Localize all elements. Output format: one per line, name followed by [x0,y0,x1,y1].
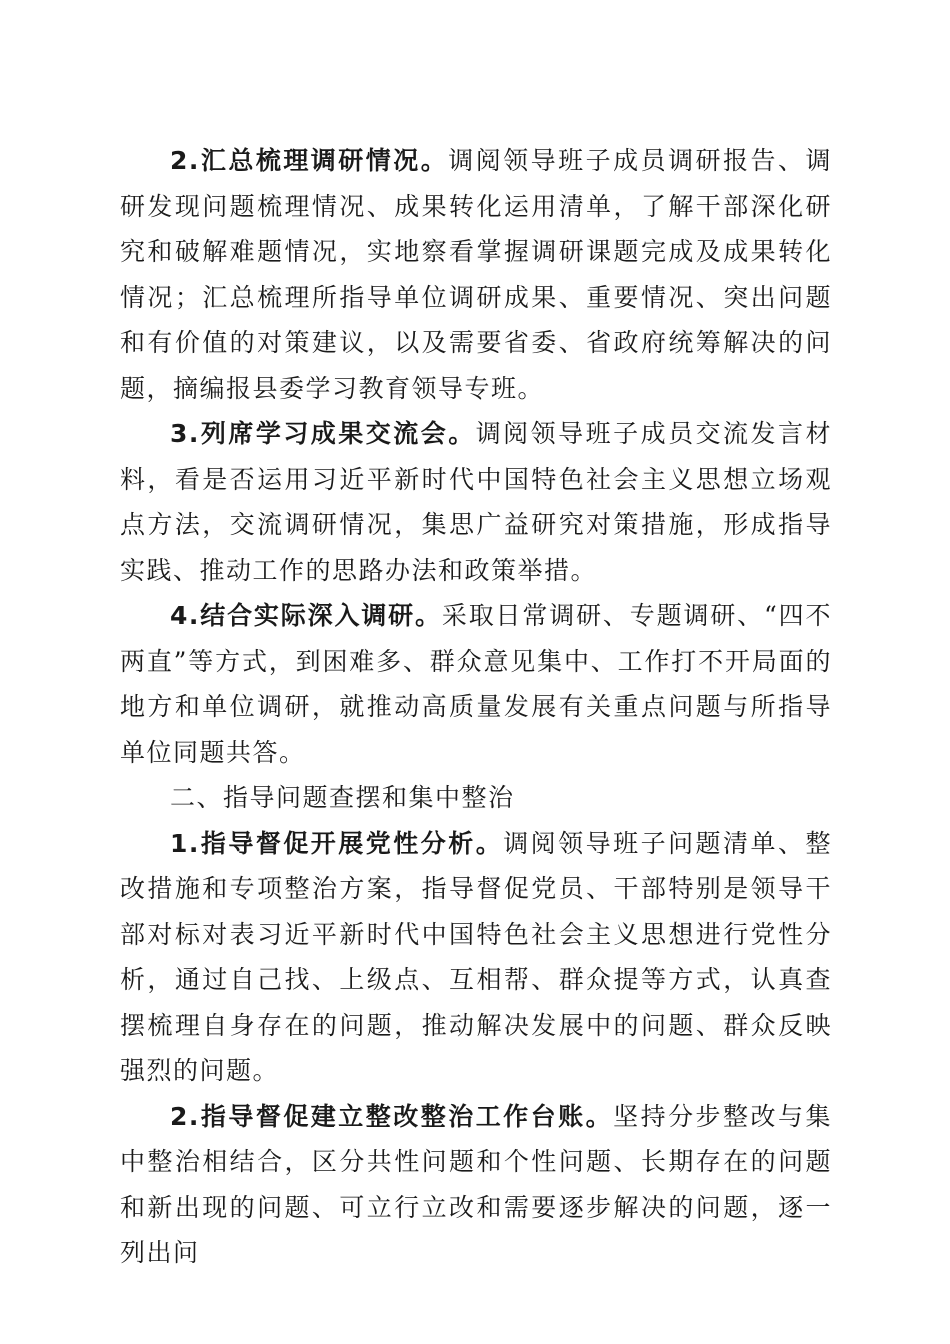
paragraph-attend-exchange-meeting [120,411,832,593]
paragraph-lead: 4.结合实际深入调研。 [170,601,442,630]
document-page [120,138,832,1276]
paragraph-summarize-research [120,138,832,411]
paragraph-lead: 2.指导督促建立整改整治工作台账。 [170,1101,614,1131]
section-heading: 二、指导问题查摆和集中整治 [170,783,515,812]
paragraph-lead: 2.汇总梳理调研情况。 [170,146,449,175]
paragraph-body: 调阅领导班子成员调研报告、调研发现问题梳理情况、成果转化运用清单，了解干部深化研究和破解难题情况，实地察看掌握调研课题完成及成果转化情况；汇总梳理所指导单位调研成果、重要情况、突出问题和有价值的对策建议，以及需要省委、省政府统筹解决的问题，摘编报县委学习教育领导专班。 [120,146,832,403]
paragraph-body: 调阅领导班子问题清单、整改措施和专项整治方案，指导督促党员、干部特别是领导干部对标对表习近平新时代中国特色社会主义思想进行党性分析，通过自己找、上级点、互相帮、群众提等方式，认真查摆梳理自身存在的问题，推动解决发展中的问题、群众反映强烈的问题。 [120,828,832,1085]
paragraph-body: 调阅领导班子成员交流发言材料，看是否运用习近平新时代中国特色社会主义思想立场观点方法，交流调研情况，集思广益研究对策措施，形成指导实践、推动工作的思路办法和政策举措。 [120,419,832,585]
paragraph-party-analysis [120,821,832,1094]
paragraph-in-depth-research [120,593,832,775]
paragraph-body: 采取日常调研、专题调研、“四不两直”等方式，到困难多、群众意见集中、工作打不开局面的地方和单位调研，就推动高质量发展有关重点问题与所指导单位同题共答。 [120,601,832,767]
paragraph-lead: 3.列席学习成果交流会。 [170,419,476,448]
paragraph-rectification-ledger [120,1094,832,1276]
paragraph-lead: 1.指导督促开展党性分析。 [170,828,504,858]
paragraph-body: 坚持分步整改与集中整治相结合，区分共性问题和个性问题、长期存在的问题和新出现的问题、可立行立改和需要逐步解决的问题，逐一列出问 [120,1101,832,1267]
